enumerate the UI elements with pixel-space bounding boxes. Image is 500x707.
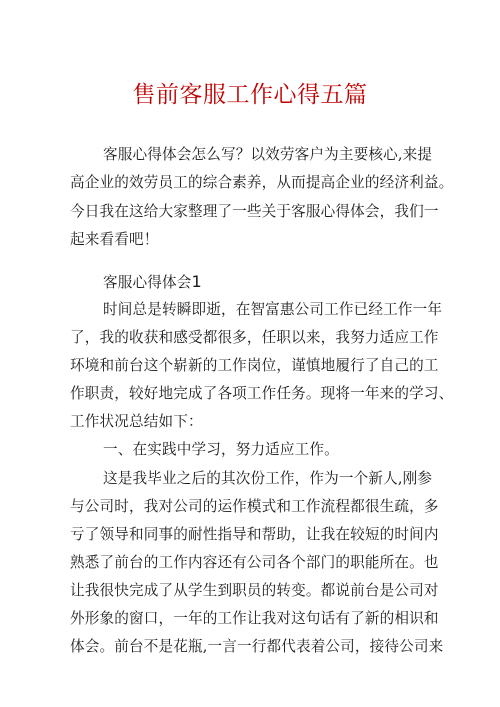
intro-line: 起来看看吧！ <box>70 231 159 248</box>
paragraph-line: 环境和前台这个崭新的工作岗位，谨慎地履行了自己的工 <box>70 357 439 374</box>
intro-line: 高企业的效劳员工的综合素养，从而提高企业的经济利益。 <box>70 174 454 191</box>
intro-line: 今日我在这给大家整理了一些关于客服心得体会，我们一 <box>70 203 439 220</box>
paragraph-line: 外形象的窗口，一年的工作让我对这句话有了新的相识和 <box>70 610 439 627</box>
subheading: 一、在实践中学习，努力适应工作。 <box>103 441 339 458</box>
paragraph-line: 了，我的收获和感受都很多，任职以来，我努力适应工作 <box>70 329 439 346</box>
paragraph-line: 让我很快完成了从学生到职员的转变。都说前台是公司对 <box>70 582 439 599</box>
document-title: 售前客服工作心得五篇 <box>132 82 368 108</box>
intro-line: 客服心得体会怎么写？以效劳客户为主要核心,来提 <box>103 146 433 163</box>
paragraph-line: 亏了领导和同事的耐性指导和帮助，让我在较短的时间内 <box>70 526 439 543</box>
section-heading-text: 客服心得体会 <box>103 274 192 291</box>
paragraph-line: 与公司时，我对公司的运作模式和工作流程都很生疏，多 <box>70 498 439 515</box>
paragraph-line: 时间总是转瞬即逝，在智富惠公司工作已经工作一年 <box>103 301 443 318</box>
paragraph-line: 体会。前台不是花瓶,一言一行都代表着公司，接待公司来 <box>70 638 444 655</box>
paragraph-line: 这是我毕业之后的其次份工作，作为一个新人,刚参 <box>103 470 433 487</box>
section-heading <box>103 272 443 293</box>
paragraph-line: 工作状况总结如下： <box>70 413 203 430</box>
paragraph-line: 熟悉了前台的工作内容还有公司各个部门的职能所在。也 <box>70 554 439 571</box>
section-heading-number: 1 <box>191 272 202 291</box>
paragraph-line: 作职责，较好地完成了各项工作任务。现将一年来的学习、 <box>70 385 454 402</box>
